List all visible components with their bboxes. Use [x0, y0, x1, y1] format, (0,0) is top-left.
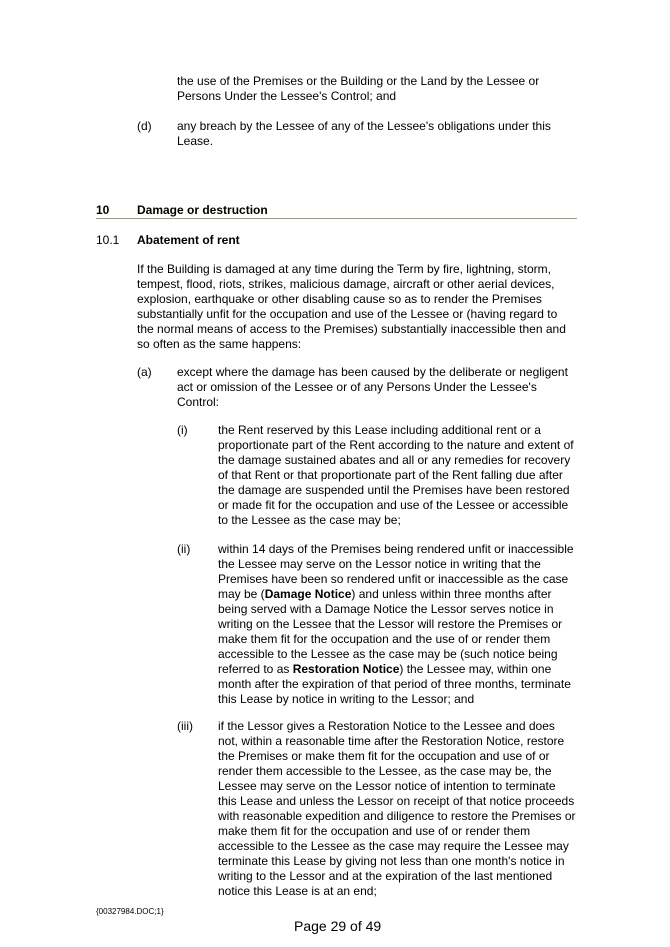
- item-iii-label: (iii): [177, 719, 193, 733]
- item-a-text: except where the damage has been caused by the deliberate or negligent act or omission of the Lessee or of any Persons Under the Lessee's Control:: [177, 365, 568, 409]
- item-i-text: the Rent reserved by this Lease including additional rent or a proportionate part of the Rent according to the nature and extent of the damage sustained abates and all or any remedies for recovery of that Rent or that proportionate part of the Rent falling due after the damage are suspended until the Premises have been restored or made fit for the occupation and use of the Lessee or accessible to the Lessee as the case may be;: [218, 423, 574, 527]
- intro-paragraph: If the Building is damaged at any time during the Term by fire, lightning, storm, tempest, flood, riots, strikes, malicious damage, aircraft or other aerial devices, explosion, earthquake or other disabling cause so as to render the Premises substantially unfit for the occupation and use of the Lessee or (having regard to the normal means of access to the Premises) substantially inaccessible then and so often as the same happens:: [137, 262, 566, 351]
- section-title: Damage or destruction: [137, 203, 268, 217]
- item-d-text: any breach by the Lessee of any of the Lessee's obligations under this Lease.: [177, 119, 551, 148]
- item-ii-text: within 14 days of the Premises being rendered unfit or inaccessible the Lessee may serve on the Lessor notice in writing that the Premises have been so rendered unfit or inaccessible as the case may be (Damage Notice) and unless within three months after being served with a Damage Notice the Lessor serves notice in writing on the Lessee that the Lessor will restore the Premises or make them fit for the occupation and the use of or render them accessible to the Lessee as the case may be (such notice being referred to as Restoration Notice) the Lessee may, within one month after the expiration of that period of three months, terminate this Lease by notice in writing to the Lessor; and: [218, 542, 574, 706]
- item-i-label: (i): [177, 423, 188, 437]
- document-reference: {00327984.DOC;1}: [96, 907, 164, 916]
- subsection-number: 10.1: [96, 233, 120, 247]
- section-divider: [96, 218, 577, 219]
- item-ii-label: (ii): [177, 542, 191, 556]
- defined-term-damage-notice: Damage Notice: [264, 587, 352, 601]
- section-number: 10: [96, 203, 110, 217]
- defined-term-restoration-notice: Restoration Notice: [292, 662, 400, 676]
- item-iii-text: if the Lessor gives a Restoration Notice to the Lessee and does not, within a reasonable time after the Restoration Notice, restore the Premises or make them fit for the occupation and use of or render them accessible to the Lessee, as the case may be, the Lessee may serve on the Lessor notice of intention to terminate this Lease and unless the Lessor on receipt of that notice proceeds with reasonable expedition and diligence to restore the Premises or make them fit for the occupation and use of or render them accessible to the Lessee as the case may require the Lessee may terminate this Lease by giving not less than one month's notice in writing to the Lessor and at the expiration of the last mentioned notice this Lease is at an end;: [218, 719, 576, 898]
- continuation-paragraph: the use of the Premises or the Building or the Land by the Lessee or Persons Under the Lessee's Control; and: [177, 74, 540, 103]
- item-a-label: (a): [137, 365, 152, 379]
- subsection-title: Abatement of rent: [137, 233, 240, 247]
- page-number: Page 29 of 49: [294, 918, 382, 934]
- item-d-label: (d): [137, 119, 152, 133]
